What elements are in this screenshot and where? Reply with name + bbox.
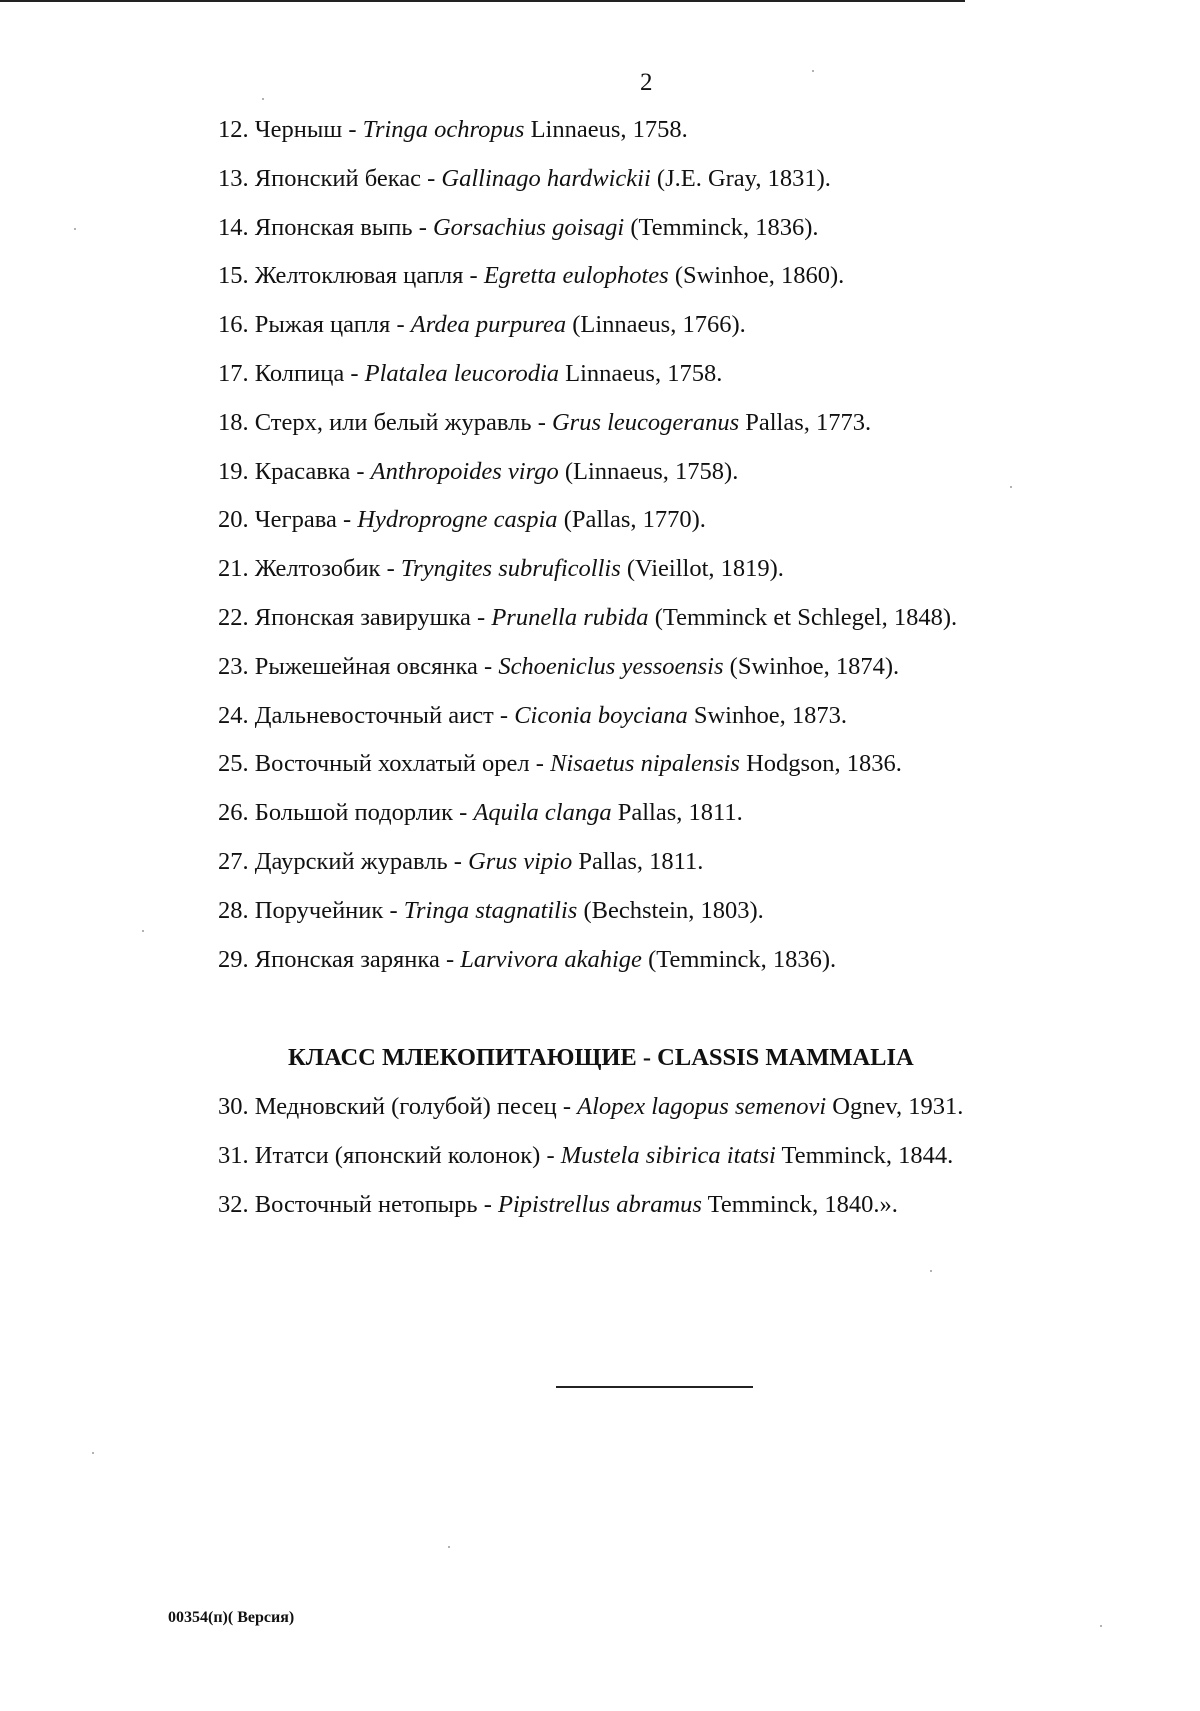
name-separator: -	[390, 311, 411, 339]
author-year: Hodgson, 1836.	[739, 750, 902, 778]
author-year: (Swinhoe, 1874).	[723, 652, 900, 680]
name-separator: -	[344, 359, 365, 387]
entry-number: 16.	[218, 311, 249, 339]
author-year: (Pallas, 1770).	[557, 506, 706, 534]
entry-number: 27.	[218, 847, 249, 875]
common-name: Чеграва	[254, 506, 337, 534]
section-heading-mammals: КЛАСС МЛЕКОПИТАЮЩИЕ - CLASSIS MAMMALIA	[288, 1044, 914, 1071]
common-name: Красавка	[254, 457, 351, 485]
author-year: (Temminck, 1836).	[641, 945, 837, 973]
scan-speck	[74, 228, 76, 230]
author-year: Swinhoe, 1873.	[687, 701, 847, 729]
species-entry	[218, 1132, 963, 1181]
mammals-list	[218, 1083, 963, 1229]
entry-number: 20.	[218, 506, 249, 534]
common-name: Колпица	[254, 359, 345, 387]
scientific-name: Pipistrellus abramus	[498, 1190, 702, 1218]
entry-number: 26.	[218, 799, 249, 827]
species-entry	[218, 936, 957, 985]
scan-speck	[1010, 486, 1012, 488]
name-separator: -	[453, 799, 474, 827]
species-entry	[218, 155, 957, 204]
entry-number: 31.	[218, 1141, 249, 1169]
author-year: Pallas, 1773.	[739, 408, 872, 436]
common-name: Желтозобик	[254, 555, 381, 583]
scan-speck	[92, 1452, 94, 1454]
name-separator: -	[336, 506, 358, 534]
entry-number: 17.	[218, 359, 249, 387]
author-year: Temminck, 1840.».	[701, 1190, 898, 1218]
author-year: Temminck, 1844.	[775, 1141, 954, 1169]
common-name: Стерх, или белый журавль	[254, 408, 532, 436]
scan-speck	[930, 1270, 932, 1272]
common-name: Черныш	[254, 116, 343, 143]
entry-number: 23.	[218, 652, 249, 680]
scan-speck	[448, 1546, 450, 1548]
name-separator: -	[477, 652, 499, 680]
name-separator: -	[439, 945, 461, 973]
species-entry	[218, 204, 957, 253]
scientific-name: Tryngites subruficollis	[400, 555, 621, 583]
name-separator: -	[540, 1141, 561, 1169]
scientific-name: Egretta eulophotes	[483, 262, 669, 290]
scientific-name: Mustela sibirica itatsi	[560, 1141, 776, 1169]
scientific-name: Gorsachius goisagi	[432, 213, 625, 241]
scientific-name: Gallinago hardwickii	[441, 164, 651, 192]
common-name: Желтоклювая цапля	[254, 262, 464, 290]
scientific-name: Ciconia boyciana	[514, 701, 688, 729]
scan-speck	[262, 98, 264, 100]
scan-speck	[1100, 1625, 1102, 1627]
entry-number: 12.	[218, 116, 249, 143]
scan-speck	[812, 70, 814, 72]
entry-number: 25.	[218, 750, 249, 778]
author-year: Pallas, 1811.	[572, 847, 704, 875]
species-entry	[218, 643, 957, 692]
scientific-name: Schoeniclus yessoensis	[498, 652, 724, 680]
common-name: Японская зарянка	[254, 945, 440, 973]
common-name: Рыжешейная овсянка	[254, 652, 478, 680]
top-border-line	[0, 0, 965, 2]
species-entry	[218, 106, 957, 155]
author-year: (Temminck et Schlegel, 1848).	[648, 603, 958, 631]
end-separator-line	[556, 1386, 753, 1388]
scientific-name: Aquila clanga	[473, 799, 612, 827]
species-entry	[218, 399, 957, 448]
scientific-name: Nisaetus nipalensis	[550, 750, 740, 778]
scientific-name: Platalea leucorodia	[364, 359, 560, 387]
footer-document-code: 00354(п)( Версия)	[168, 1609, 295, 1626]
name-separator: -	[383, 896, 404, 924]
name-separator: -	[412, 213, 433, 241]
author-year: (J.E. Gray, 1831).	[650, 164, 831, 192]
scientific-name: Grus vipio	[468, 847, 573, 875]
entry-number: 13.	[218, 164, 249, 192]
entry-number: 22.	[218, 603, 249, 631]
species-entry	[218, 887, 957, 936]
name-separator: -	[477, 1190, 498, 1218]
species-entry	[218, 594, 957, 643]
author-year: Pallas, 1811.	[611, 799, 743, 827]
author-year: Linnaeus, 1758.	[524, 116, 688, 143]
common-name: Медновский (голубой) песец	[254, 1093, 557, 1120]
author-year: (Vieillot, 1819).	[620, 555, 784, 583]
species-entry	[218, 545, 957, 594]
species-entry	[218, 692, 957, 741]
species-entry	[218, 1181, 963, 1230]
scientific-name: Hydroprogne caspia	[357, 506, 558, 534]
common-name: Японская завирушка	[254, 603, 471, 631]
common-name: Поручейник	[254, 896, 384, 924]
common-name: Японский бекас	[254, 164, 421, 192]
scientific-name: Anthropoides virgo	[370, 457, 559, 485]
common-name: Восточный хохлатый орел	[254, 750, 530, 778]
scan-speck	[142, 930, 144, 932]
species-entry	[218, 740, 957, 789]
entry-number: 14.	[218, 213, 249, 241]
species-entry	[218, 1083, 963, 1132]
species-entry	[218, 252, 957, 301]
name-separator: -	[380, 555, 401, 583]
common-name: Рыжая цапля	[254, 311, 391, 339]
entry-number: 24.	[218, 701, 249, 729]
species-entry	[218, 448, 957, 497]
name-separator: -	[342, 116, 363, 143]
scientific-name: Prunella rubida	[491, 603, 649, 631]
common-name: Восточный нетопырь	[254, 1190, 478, 1218]
species-entry	[218, 789, 957, 838]
author-year: (Linnaeus, 1766).	[566, 311, 746, 339]
entry-number: 18.	[218, 408, 249, 436]
page-number: 2	[640, 69, 653, 96]
author-year: (Bechstein, 1803).	[577, 896, 764, 924]
author-year: Ognev, 1931.	[826, 1093, 964, 1120]
entry-number: 30.	[218, 1093, 249, 1120]
author-year: (Temminck, 1836).	[624, 213, 819, 241]
common-name: Итатси (японский колонок)	[254, 1141, 541, 1169]
name-separator: -	[531, 408, 552, 436]
species-entry	[218, 350, 957, 399]
name-separator: -	[447, 847, 469, 875]
species-entry	[218, 838, 957, 887]
scientific-name: Tringa ochropus	[362, 116, 525, 143]
entry-number: 28.	[218, 896, 249, 924]
scientific-name: Alopex lagopus semenovi	[577, 1093, 827, 1120]
name-separator: -	[529, 750, 551, 778]
scientific-name: Grus leucogeranus	[551, 408, 740, 436]
name-separator: -	[350, 457, 371, 485]
name-separator: -	[556, 1093, 578, 1120]
scientific-name: Tringa stagnatilis	[403, 896, 578, 924]
author-year: (Linnaeus, 1758).	[558, 457, 739, 485]
species-entry	[218, 496, 957, 545]
author-year: Linnaeus, 1758.	[559, 359, 723, 387]
scientific-name: Larvivora akahige	[460, 945, 642, 973]
scientific-name: Ardea purpurea	[410, 311, 567, 339]
entry-number: 19.	[218, 457, 249, 485]
name-separator: -	[463, 262, 484, 290]
name-separator: -	[493, 701, 515, 729]
common-name: Даурский журавль	[254, 847, 448, 875]
common-name: Дальневосточный аист	[254, 701, 494, 729]
common-name: Японская выпь	[254, 213, 413, 241]
author-year: (Swinhoe, 1860).	[668, 262, 845, 290]
species-entry	[218, 301, 957, 350]
entry-number: 32.	[218, 1190, 249, 1218]
name-separator: -	[421, 164, 442, 192]
common-name: Большой подорлик	[254, 799, 454, 827]
name-separator: -	[470, 603, 492, 631]
entry-number: 21.	[218, 555, 249, 583]
birds-list	[218, 106, 957, 984]
entry-number: 29.	[218, 945, 249, 973]
entry-number: 15.	[218, 262, 249, 290]
